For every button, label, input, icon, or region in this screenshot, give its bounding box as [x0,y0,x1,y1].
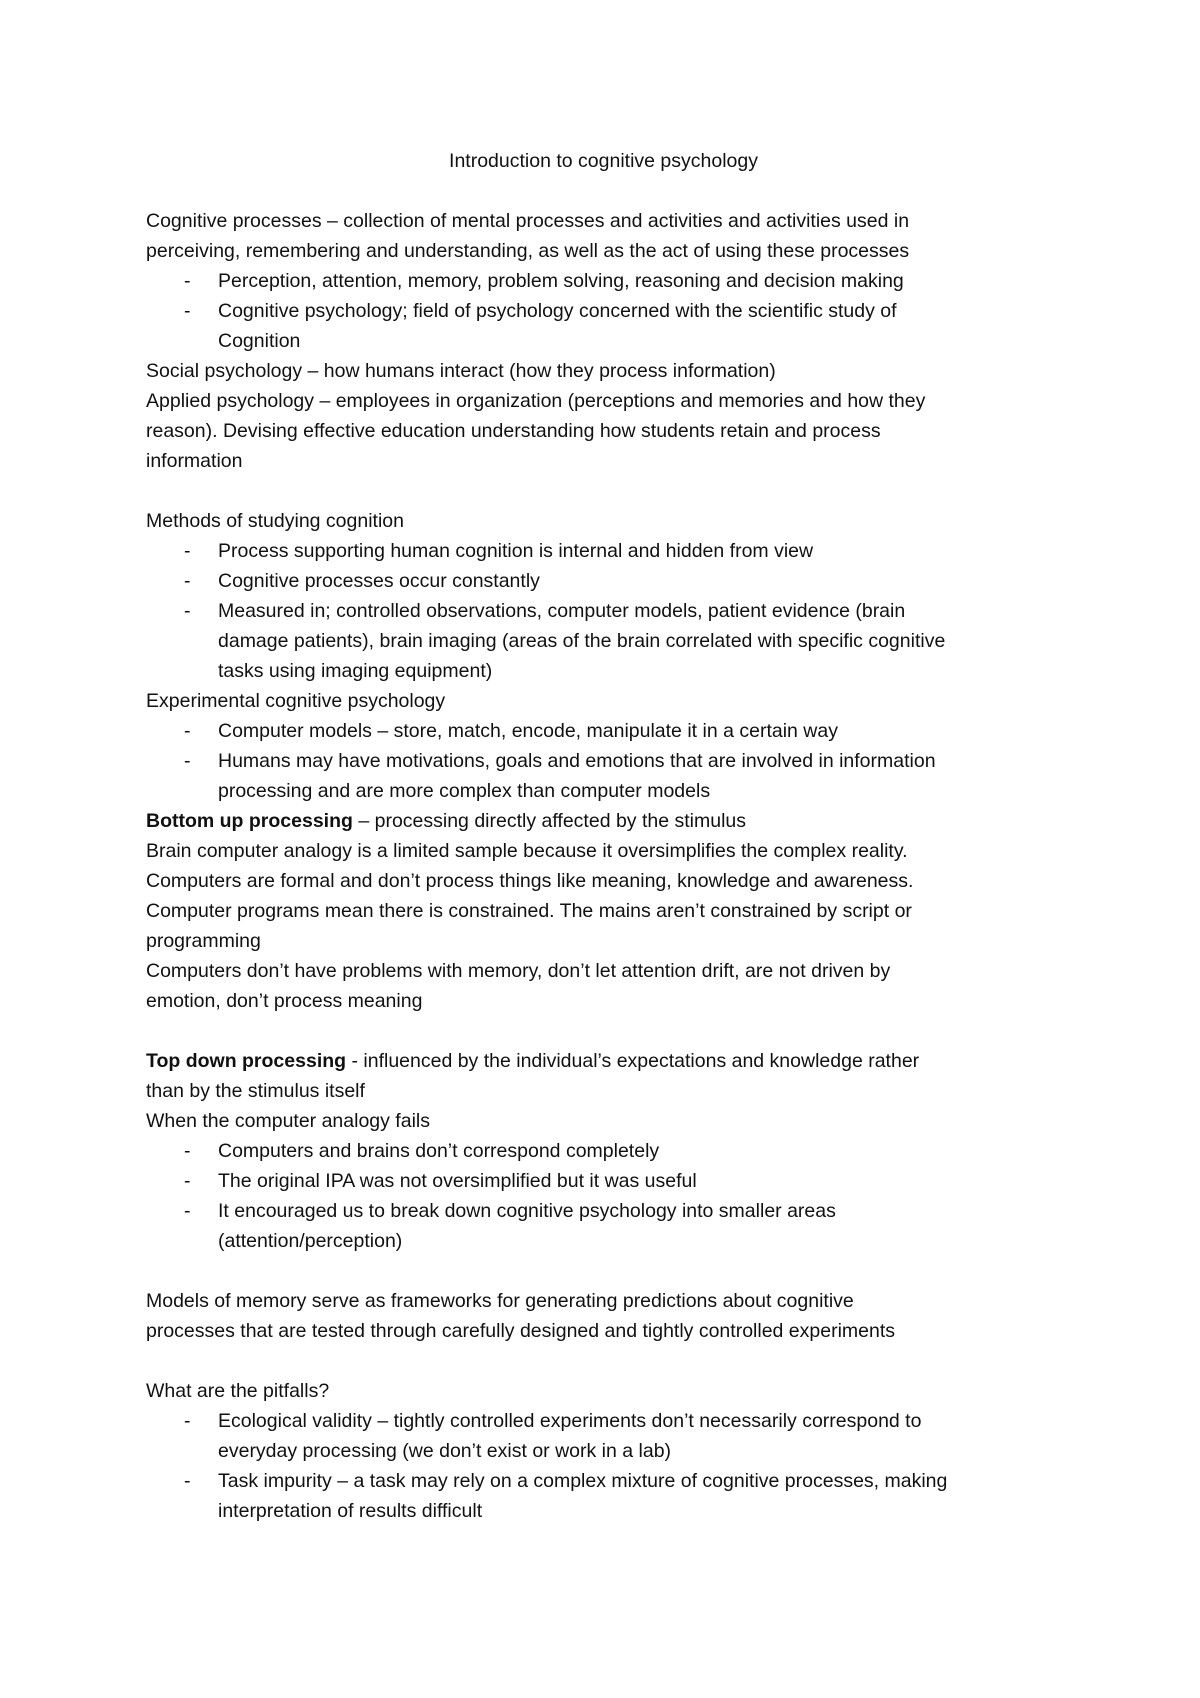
analogy-text: emotion, don’t process meaning [146,990,423,1012]
list-item-text: processing and are more complex than computer models [218,780,711,802]
list-item-text: interpretation of results difficult [218,1500,483,1522]
applied-psychology-text: reason). Devising effective education understanding how students retain and process [146,420,881,442]
list-item [146,1196,1076,1256]
cognitive-processes-text: Cognitive processes – collection of mental processes and activities and activities used in [146,210,910,232]
document-title: Introduction to cognitive psychology [449,150,758,172]
list-item-text: It encouraged us to break down cognitive psychology into smaller areas [218,1200,836,1222]
pitfalls-heading: What are the pitfalls? [146,1380,330,1402]
list-item-text: Computers and brains don’t correspond completely [218,1140,660,1162]
bullet-dash: - [184,1410,191,1432]
bullet-dash: - [184,300,191,322]
list-item [146,746,1076,806]
bottom-up-definition: – processing directly affected by the stimulus [352,810,747,832]
analogy-text: programming [146,930,261,952]
spacer [146,1346,1076,1376]
list-item-text: Cognition [218,330,301,352]
list-item [146,266,1076,296]
cognitive-processes-text: perceiving, remembering and understanding, as well as the act of using these processes [146,240,910,262]
list-item-text: The original IPA was not oversimplified but it was useful [218,1170,697,1192]
list-item [146,1466,1076,1526]
list-item-text: Process supporting human cognition is internal and hidden from view [218,540,814,562]
spacer [146,476,1076,506]
list-item-text: Humans may have motivations, goals and emotions that are involved in information [218,750,936,772]
spacer [146,1256,1076,1286]
list-item-text: everyday processing (we don’t exist or work in a lab) [218,1440,672,1462]
analogy-text: Computers are formal and don’t process things like meaning, knowledge and awareness. [146,870,914,892]
list-item-text: tasks using imaging equipment) [218,660,493,682]
models-text: processes that are tested through carefully designed and tightly controlled experiments [146,1320,896,1342]
applied-psychology-text: Applied psychology – employees in organization (perceptions and memories and how they [146,390,926,412]
top-down-paragraph [146,1046,1076,1076]
top-down-definition: - influenced by the individual’s expectations and knowledge rather [346,1050,920,1072]
bullet-dash: - [184,570,191,592]
list-item-text: Task impurity – a task may rely on a complex mixture of cognitive processes, making [218,1470,948,1492]
bottom-up-term: Bottom up processing [146,810,353,832]
list-item [146,1406,1076,1466]
bullet-dash: - [184,600,191,622]
list-item-text: Cognitive psychology; field of psychology concerned with the scientific study of [218,300,897,322]
list-item [146,1166,1076,1196]
list-item-text: Cognitive processes occur constantly [218,570,540,592]
list-item [146,596,1076,686]
applied-psychology-text: information [146,450,243,472]
social-psychology-text: Social psychology – how humans interact (how they process information) [146,360,776,382]
spacer [146,176,1076,206]
document-page [146,146,1076,1526]
fails-heading: When the computer analogy fails [146,1110,430,1132]
bullet-dash: - [184,270,191,292]
spacer [146,1016,1076,1046]
methods-heading: Methods of studying cognition [146,510,404,532]
bullet-dash: - [184,720,191,742]
bullet-dash: - [184,540,191,562]
list-item [146,716,1076,746]
list-item-text: Perception, attention, memory, problem solving, reasoning and decision making [218,270,904,292]
list-item [146,566,1076,596]
bullet-dash: - [184,1140,191,1162]
experimental-heading: Experimental cognitive psychology [146,690,446,712]
list-item-text: (attention/perception) [218,1230,403,1252]
list-item-text: Computer models – store, match, encode, manipulate it in a certain way [218,720,838,742]
list-item [146,1136,1076,1166]
bullet-dash: - [184,1470,191,1492]
top-down-term: Top down processing [146,1050,347,1072]
analogy-text: Brain computer analogy is a limited sample because it oversimplifies the complex reality. [146,840,908,862]
list-item [146,296,1076,356]
bottom-up-paragraph [146,806,1076,836]
models-text: Models of memory serve as frameworks for generating predictions about cognitive [146,1290,854,1312]
analogy-text: Computer programs mean there is constrained. The mains aren’t constrained by script or [146,900,912,922]
bullet-dash: - [184,1170,191,1192]
top-down-definition: than by the stimulus itself [146,1080,365,1102]
analogy-text: Computers don’t have problems with memory, don’t let attention drift, are not driven by [146,960,891,982]
list-item-text: Measured in; controlled observations, computer models, patient evidence (brain [218,600,906,622]
list-item [146,536,1076,566]
bullet-dash: - [184,1200,191,1222]
list-item-text: damage patients), brain imaging (areas of the brain correlated with specific cognitive [218,630,946,652]
bullet-dash: - [184,750,191,772]
list-item-text: Ecological validity – tightly controlled experiments don’t necessarily correspond to [218,1410,922,1432]
